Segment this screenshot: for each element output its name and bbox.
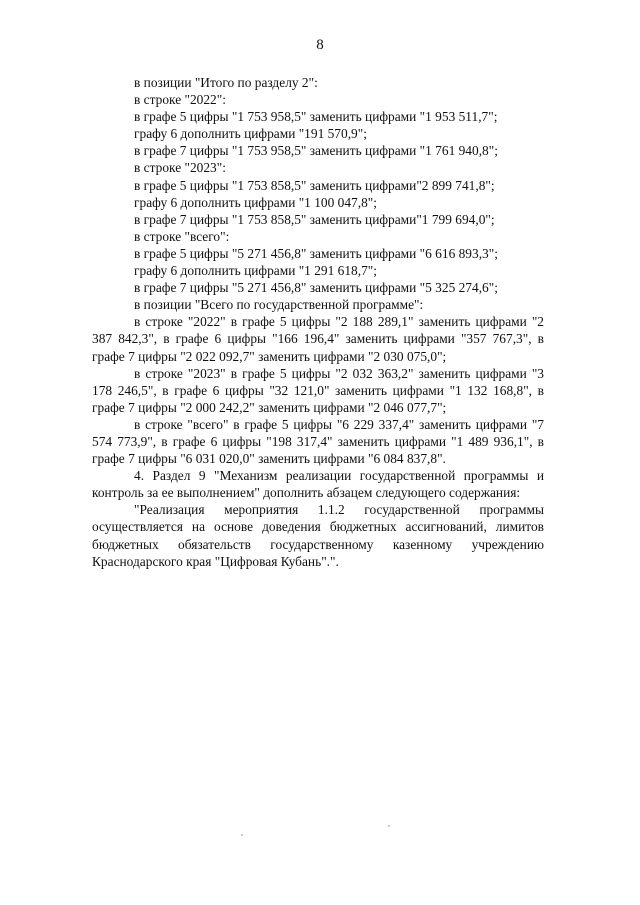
paragraph: в строке "2023" в графе 5 цифры "2 032 363,2" заменить цифрами "3 178 246,5", в графе 6 цифры "32 121,0" заменить цифрами "1 132 168,8", в графе 7 цифры "2 000 242,2" заменить цифрами "2 046 077,7"; xyxy=(92,365,544,415)
scan-speck xyxy=(388,825,390,827)
text-line: в графе 7 цифры "5 271 456,8" заменить цифрами "5 325 274,6"; xyxy=(134,280,498,296)
paragraph: "Реализация мероприятия 1.1.2 государственной программы осуществляется на основе доведения бюджетных ассигнований, лимитов бюджетных обязательств государственному казенному учреждению Краснодарского края "Цифровая Кубань".". xyxy=(92,502,544,569)
page-number: 8 xyxy=(316,37,324,53)
text-line: в строке "2022": xyxy=(134,92,226,108)
paragraph: в строке "всего" в графе 5 цифры "6 229 337,4" заменить цифрами "7 574 773,9", в графе 6 цифры "198 317,4" заменить цифрами "1 489 936,1", в графе 7 цифры "6 031 020,0" заменить цифрами "6 084 837,8". xyxy=(92,416,544,467)
text-line: в строке "всего": xyxy=(134,228,230,244)
text-line: в графе 5 цифры "5 271 456,8" заменить цифрами "6 616 893,3"; xyxy=(134,245,498,261)
text-line: в графе 5 цифры "1 753 958,5" заменить цифрами "1 953 511,7"; xyxy=(134,109,498,125)
paragraph: в строке "2022" в графе 5 цифры "2 188 289,1" заменить цифрами "2 387 842,3", в графе 6 цифры "166 196,4" заменить цифрами "357 767,3", в графе 7 цифры "2 022 092,7" заменить цифрами "2 030 075,0"; xyxy=(92,314,544,364)
text-line: графу 6 дополнить цифрами "191 570,9"; xyxy=(134,126,367,142)
scan-speck xyxy=(241,834,243,836)
text-line: в строке "2023": xyxy=(134,160,226,176)
text-line: в графе 7 цифры "1 753 958,5" заменить цифрами "1 761 940,8"; xyxy=(134,143,498,159)
text-line: в графе 5 цифры "1 753 858,5" заменить цифрами"2 899 741,8"; xyxy=(134,177,495,193)
paragraph: 4. Раздел 9 "Механизм реализации государственной программы и контроль за ее выполнением" дополнить абзацем следующего содержания: xyxy=(92,468,544,501)
text-line: графу 6 дополнить цифрами "1 291 618,7"; xyxy=(134,263,377,279)
text-line: в графе 7 цифры "1 753 858,5" заменить цифрами"1 799 694,0"; xyxy=(134,211,495,227)
text-line: в позиции "Итого по разделу 2": xyxy=(134,75,318,90)
text-line: графу 6 дополнить цифрами "1 100 047,8"; xyxy=(134,194,377,210)
document-body xyxy=(92,74,544,570)
text-line: в позиции "Всего по государственной программе": xyxy=(134,297,424,313)
